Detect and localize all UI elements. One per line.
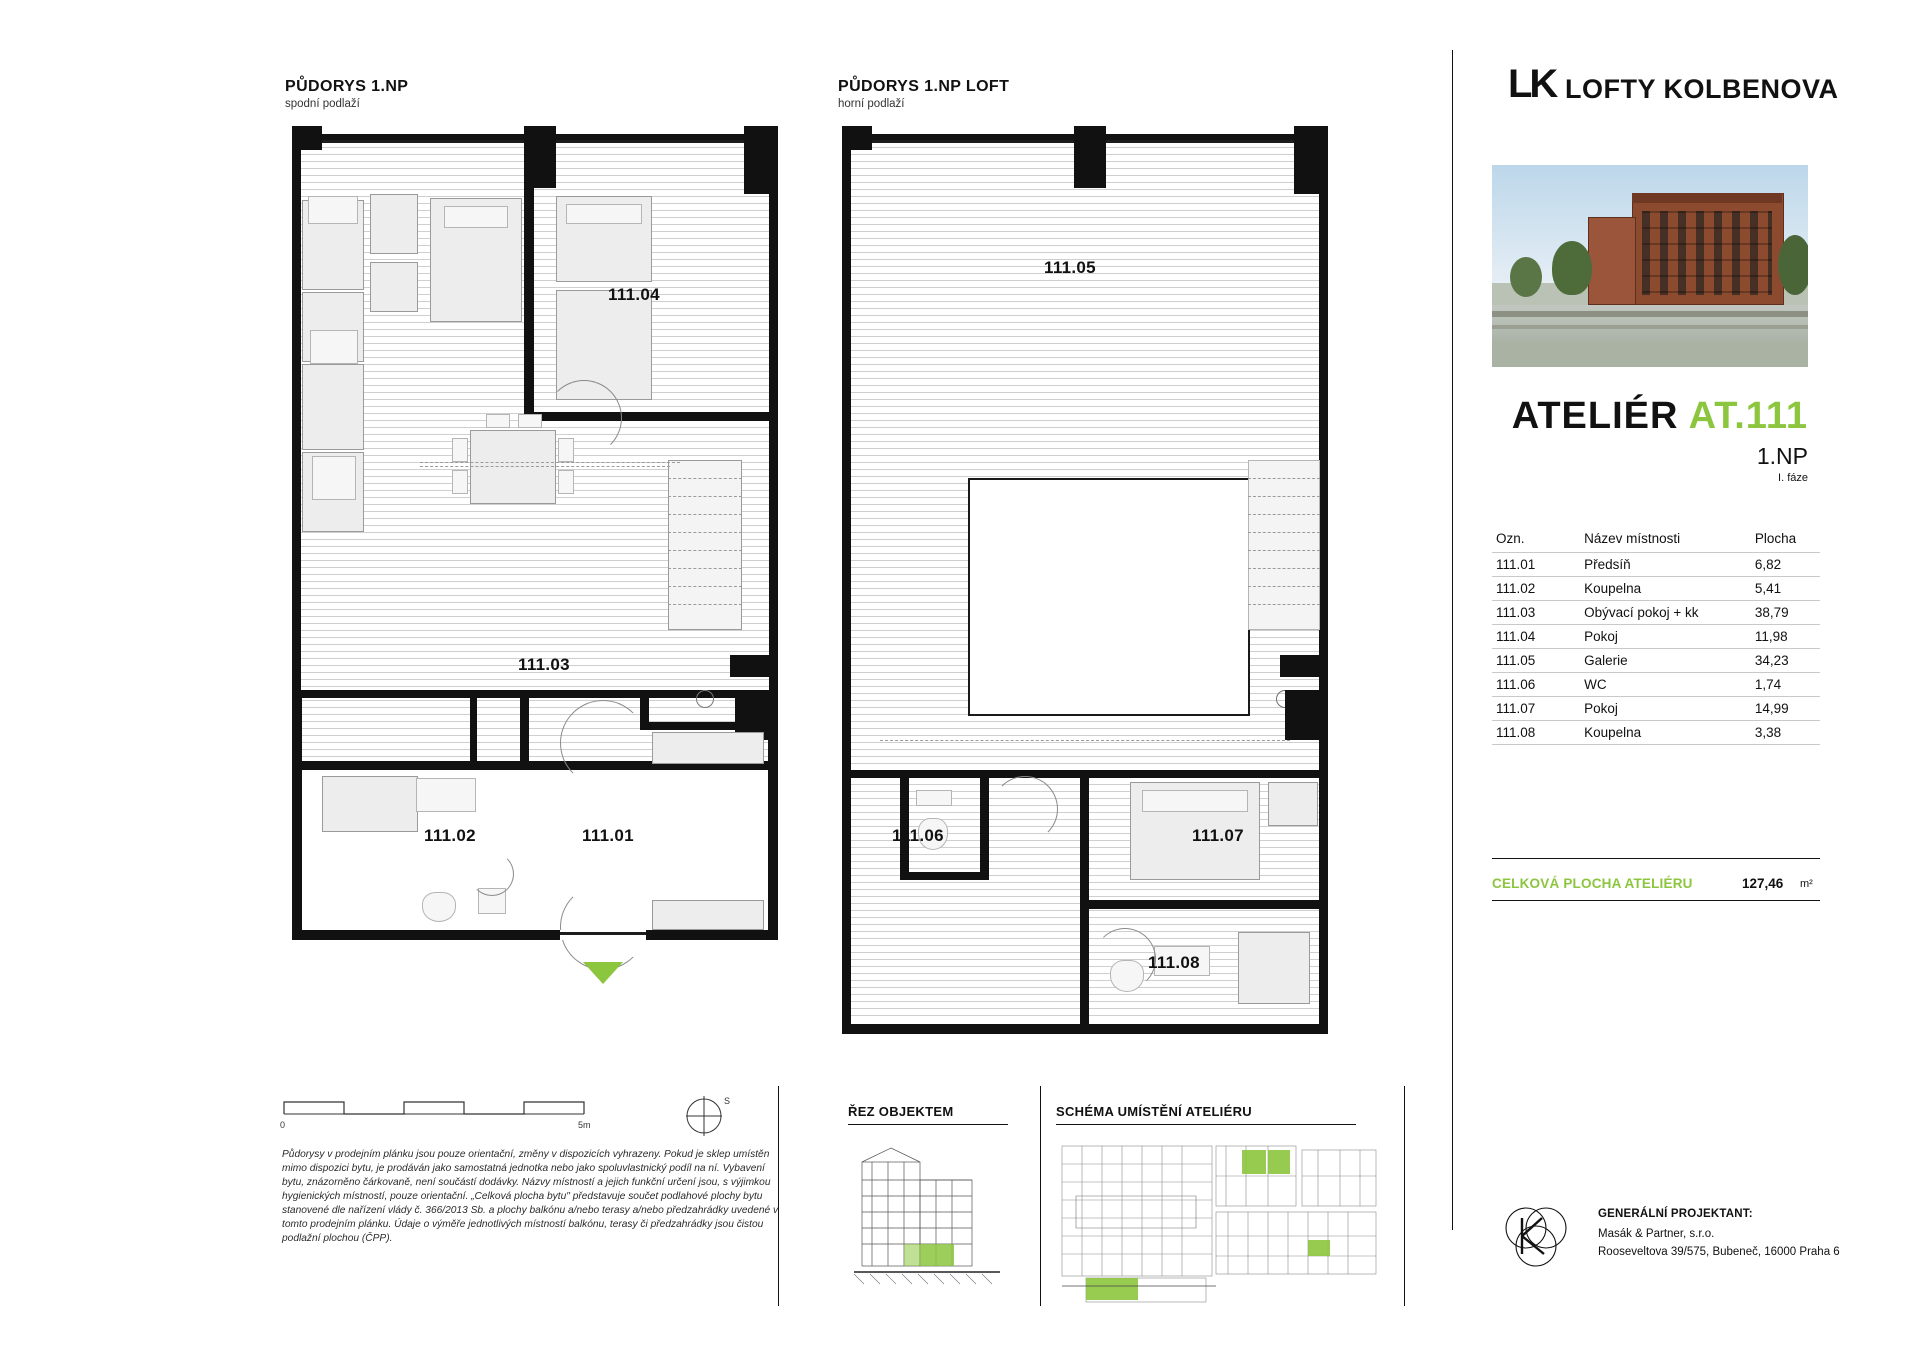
loft-wall-left <box>842 134 851 1034</box>
stair-step-7 <box>668 586 742 587</box>
entrance-arrow-marker <box>583 962 623 984</box>
loft-ceiling-line <box>880 740 1290 741</box>
partition-bath-right <box>470 698 477 770</box>
projectant-label: GENERÁLNÍ PROJEKTANT: <box>1598 1208 1753 1220</box>
wall-left-lower <box>292 690 302 940</box>
stair-step-3 <box>668 514 742 515</box>
section-title: ŘEZ OBJEKTEM <box>848 1104 954 1119</box>
column-top-1 <box>524 126 556 188</box>
cell-oz: 111.03 <box>1492 601 1580 625</box>
cell-area: 34,23 <box>1751 649 1820 673</box>
section-title-rule <box>848 1124 1008 1125</box>
partition-room-04-left <box>524 188 534 420</box>
cell-name: Obývací pokoj + kk <box>1580 601 1751 625</box>
projectant-address: Rooseveltova 39/575, Bubeneč, 16000 Praha 6 <box>1598 1246 1840 1258</box>
column-right-mid-2 <box>730 655 778 677</box>
cabinet-2 <box>370 262 418 312</box>
loft-stair-step-3 <box>1248 514 1320 515</box>
window-band-top-2 <box>556 140 744 143</box>
gallery-void <box>968 478 1250 716</box>
loft-nightstand <box>1268 782 1318 826</box>
cell-oz: 111.02 <box>1492 577 1580 601</box>
hall-closet <box>652 732 764 764</box>
brand-name: LOFTY KOLBENOVA <box>1565 74 1839 104</box>
table-row <box>1492 673 1820 697</box>
header-oz: Ozn. <box>1496 531 1525 546</box>
chair-4 <box>558 470 574 494</box>
cell-area: 5,41 <box>1751 577 1820 601</box>
total-area-value: 127,46 <box>1742 876 1784 891</box>
toilet <box>422 892 456 922</box>
room-label-111-04: 111.04 <box>608 285 660 304</box>
loft-partition-room07-bottom <box>1080 900 1328 909</box>
total-rule-bottom <box>1492 900 1820 901</box>
scheme-title: SCHÉMA UMÍSTĚNÍ ATELIÉRU <box>1056 1104 1252 1119</box>
total-area-unit: m² <box>1800 878 1813 890</box>
masak-partner-logo-icon <box>1498 1198 1576 1276</box>
cell-area: 6,82 <box>1751 553 1820 577</box>
ceiling-line <box>420 462 680 463</box>
loft-stair-step-1 <box>1248 478 1320 479</box>
stair-step-2 <box>668 496 742 497</box>
stair-step-8 <box>668 604 742 605</box>
disclaimer-text: Půdorysy v prodejním plánku jsou pouze orientační, změny v dispozicích vyhrazeny. Pokud je sklep umístěn mimo dispozici bytu, je prodáván jako samostatná jednotka nebo jako spoluvlastnický podíl na ní. Vybavení bytu, znázorněno čárkovaně, není součástí dodávky. Názvy místností a jejich funkční určení jsou, s výjimkou hygienických místností, pouze orientační. „Celková plocha bytu" představuje součet podlahové plochy bytu stanovené dle nařízení vlády č. 366/2013 Sb. a plochy balkónu a/nebo terasy a/nebo předzahrádky uvedené v tomto prodejním plánku. Údaje o výměře jednotlivých místností balkónu, terasy či předzahrádky jsou čistou podlažní plochou (ČPP). <box>282 1149 779 1245</box>
scale-label-5m: 5m <box>578 1120 591 1130</box>
loft-stair-step-7 <box>1248 586 1320 587</box>
cell-oz: 111.08 <box>1492 721 1580 745</box>
chair-6 <box>518 414 542 428</box>
dining-table <box>470 430 556 504</box>
loft-door-arc-wc <box>992 776 1058 842</box>
loft-column-right-mid <box>1285 690 1328 740</box>
cell-name: WC <box>1580 673 1751 697</box>
loft-shower <box>1238 932 1310 1004</box>
kitchen-unit-3 <box>302 364 364 450</box>
table-row <box>1492 577 1820 601</box>
left-plan-subtitle: spodní podlaží <box>285 98 360 110</box>
loft-column-top-3 <box>842 126 872 150</box>
cell-name: Koupelna <box>1580 577 1751 601</box>
stair-step-6 <box>668 568 742 569</box>
table-row <box>1492 553 1820 577</box>
hall-shelf <box>652 900 764 930</box>
window-band-top <box>322 140 524 143</box>
ceiling-line-2 <box>420 466 670 467</box>
loft-column-top-2 <box>1294 126 1328 194</box>
loft-wall-right <box>1319 134 1328 1034</box>
chair-2 <box>452 470 468 494</box>
kitchen-appliance <box>310 330 358 364</box>
loft-partition-room07-left <box>1080 770 1089 910</box>
loft-column-top-1 <box>1074 126 1106 188</box>
room-label-111-02: 111.02 <box>424 826 476 845</box>
bathtub <box>322 776 418 832</box>
atelier-word: ATELIÉR <box>1511 395 1679 437</box>
header-name: Název místnosti <box>1584 531 1681 546</box>
room-label-111-03: 111.03 <box>518 655 570 674</box>
loft-stair-step-6 <box>1248 568 1320 569</box>
room-label-111-06: 111.06 <box>892 826 944 845</box>
table-row <box>1492 625 1820 649</box>
right-plan-subtitle: horní podlaží <box>838 98 905 110</box>
atelier-code: AT.111 <box>1688 395 1808 437</box>
column-top-2 <box>744 126 778 194</box>
room-label-111-07: 111.07 <box>1192 826 1244 845</box>
table-row <box>1492 601 1820 625</box>
cell-name: Pokoj <box>1580 625 1751 649</box>
cell-oz: 111.04 <box>1492 625 1580 649</box>
cell-name: Pokoj <box>1580 697 1751 721</box>
header-area: Plocha <box>1754 531 1797 546</box>
stair-step-1 <box>668 478 742 479</box>
cell-oz: 111.06 <box>1492 673 1580 697</box>
cell-oz: 111.05 <box>1492 649 1580 673</box>
door-arc-bath <box>470 852 514 896</box>
compass <box>680 1088 734 1147</box>
door-arc-room04 <box>546 380 622 456</box>
compass-icon <box>680 1088 734 1142</box>
location-scheme-drawing <box>1056 1136 1386 1306</box>
cabinet-1 <box>370 194 418 254</box>
wc-basin <box>916 790 952 806</box>
wall-right-lower <box>768 690 778 940</box>
table-row <box>1492 721 1820 745</box>
bottom-divider-3 <box>1404 1086 1405 1306</box>
total-rule-top <box>1492 858 1820 859</box>
scale-label-0: 0 <box>280 1120 286 1130</box>
atelier-title <box>1452 395 1808 438</box>
room-label-111-08: 111.08 <box>1148 953 1200 972</box>
bottom-divider-2 <box>1040 1086 1041 1306</box>
cell-name: Předsíň <box>1580 553 1751 577</box>
cell-area: 11,98 <box>1751 625 1820 649</box>
cell-area: 1,74 <box>1751 673 1820 697</box>
wall-left <box>292 134 301 770</box>
room-label-111-05: 111.05 <box>1044 258 1096 277</box>
loft-pillow <box>1142 790 1248 812</box>
loft-partition-bath08-left <box>1080 900 1089 1034</box>
loft-stair-step-4 <box>1248 532 1320 533</box>
loft-stair-step-5 <box>1248 550 1320 551</box>
pillow-a <box>444 206 508 228</box>
loft-window-band-top <box>872 140 1074 143</box>
washbasin <box>416 778 476 812</box>
table-header-row <box>1492 528 1820 553</box>
loft-partition-wc-left <box>900 770 909 880</box>
cell-area: 38,79 <box>1751 601 1820 625</box>
phase-label: I. fáze <box>1778 472 1808 484</box>
chair-1 <box>452 438 468 462</box>
cell-oz: 111.01 <box>1492 553 1580 577</box>
door-arc-living <box>560 700 646 786</box>
partition-hall-right <box>640 690 649 726</box>
projectant-company: Masák & Partner, s.r.o. <box>1598 1228 1715 1240</box>
kitchen-sink <box>308 196 358 224</box>
loft-window-band-top-2 <box>1106 140 1294 143</box>
projectant-logo <box>1498 1198 1576 1281</box>
stair-arrow-circle <box>696 690 714 708</box>
loft-stair-step-8 <box>1248 604 1320 605</box>
cell-area: 3,38 <box>1751 721 1820 745</box>
loft-partition-wc-right <box>980 770 989 880</box>
table-row <box>1492 697 1820 721</box>
entry-threshold <box>560 932 646 935</box>
partition-closet <box>640 722 778 730</box>
table-row <box>1492 649 1820 673</box>
stair-step-5 <box>668 550 742 551</box>
brand-mark: LK <box>1508 62 1556 106</box>
loft-partition-wc-bottom <box>900 872 989 880</box>
room-label-111-01: 111.01 <box>582 826 634 845</box>
building-section-drawing <box>848 1140 1008 1290</box>
column-top-3 <box>292 126 322 150</box>
right-plan-title: PŮDORYS 1.NP LOFT <box>838 78 1010 95</box>
cell-name: Galerie <box>1580 649 1751 673</box>
cell-area: 14,99 <box>1751 697 1820 721</box>
stair-step-4 <box>668 532 742 533</box>
total-area-label: CELKOVÁ PLOCHA ATELIÉRU <box>1492 876 1693 891</box>
pillow-b <box>566 204 642 224</box>
building-render-image <box>1492 165 1808 367</box>
left-plan-title: PŮDORYS 1.NP <box>285 78 409 95</box>
floor-label: 1.NP <box>1756 443 1808 469</box>
loft-column-right-mid-2 <box>1280 655 1328 677</box>
kitchen-hob <box>312 456 356 500</box>
cell-name: Koupelna <box>1580 721 1751 745</box>
partition-hall-left <box>520 690 529 770</box>
room-area-table <box>1492 528 1820 745</box>
panel-divider <box>1452 50 1453 1230</box>
svg-text:S: S <box>724 1096 731 1106</box>
loft-stair-step-2 <box>1248 496 1320 497</box>
cell-oz: 111.07 <box>1492 697 1580 721</box>
scheme-title-rule <box>1056 1124 1356 1125</box>
chair-5 <box>486 414 510 428</box>
door-arc-entry <box>560 884 646 970</box>
loft-door-arc-bath <box>1094 928 1156 990</box>
wall-bottom-lower <box>292 930 778 940</box>
